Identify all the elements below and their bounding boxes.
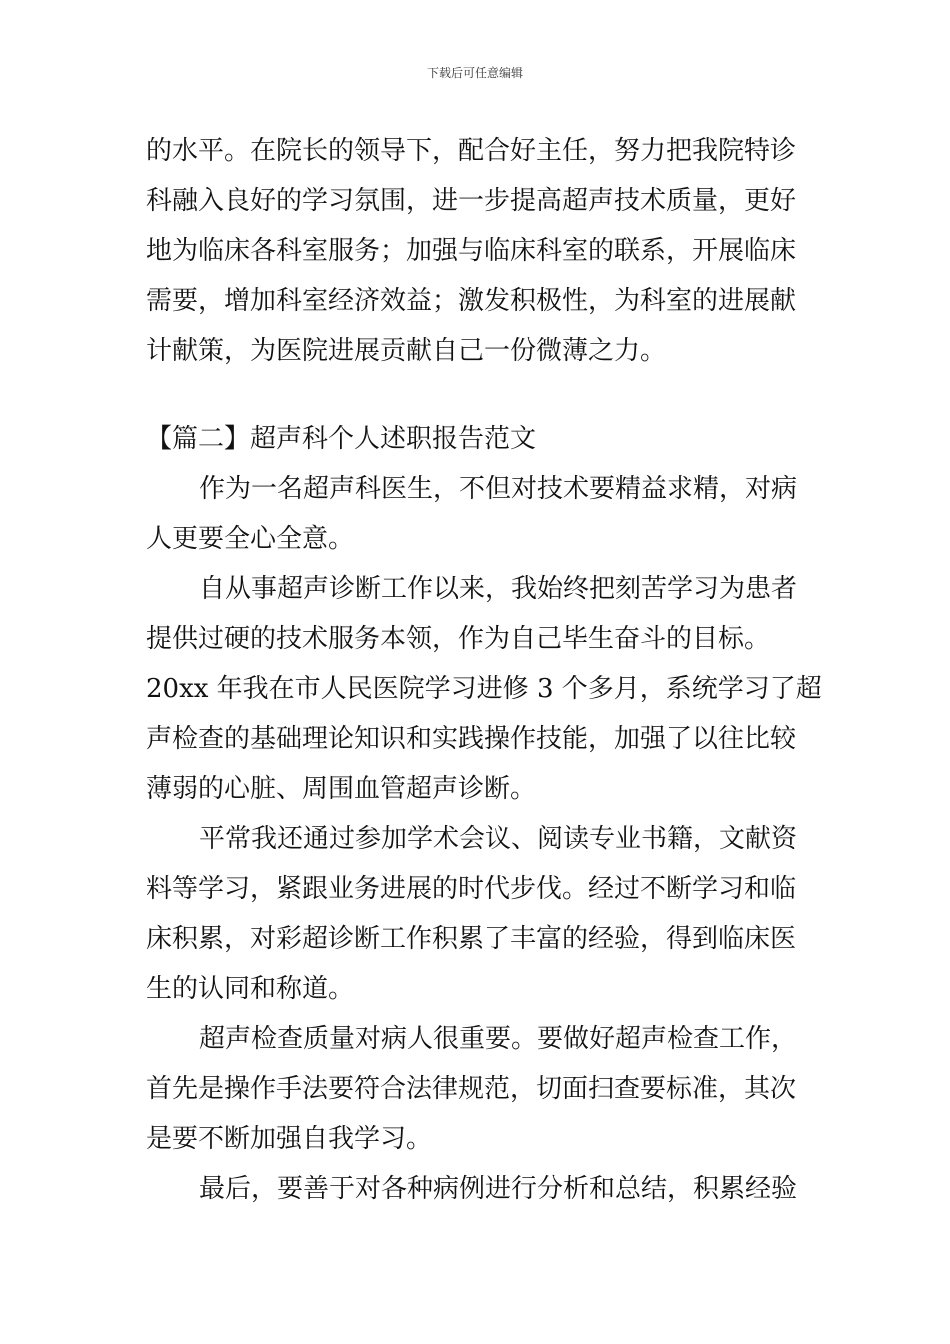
text-line: 生的认同和称道。 (146, 974, 355, 1004)
text-line: 作为一名超声科医生，不但对技术要精益求精，对病 (199, 474, 798, 504)
text-line: 需要，增加科室经济效益；激发积极性，为科室的进展献 (146, 286, 797, 316)
paragraph-intro (146, 126, 808, 376)
text-line: 薄弱的心脏、周围血管超声诊断。 (146, 774, 537, 804)
paragraph-4 (146, 1014, 808, 1164)
text-line: 20xx 年我在市人民医院学习进修 3 个多月，系统学习了超 (146, 674, 822, 704)
text-line: 提供过硬的技术服务本领，作为自己毕生奋斗的目标。 (146, 624, 771, 654)
text-line: 是要不断加强自我学习。 (146, 1124, 433, 1154)
text-line: 人更要全心全意。 (146, 524, 355, 554)
text-line: 料等学习，紧跟业务进展的时代步伐。经过不断学习和临 (146, 874, 797, 904)
text-line: 的水平。在院长的领导下，配合好主任，努力把我院特诊 (146, 136, 797, 166)
text-line: 平常我还通过参加学术会议、阅读专业书籍，文献资 (199, 824, 798, 854)
section-title: 【篇二】超声科个人述职报告范文 (146, 424, 537, 454)
text-line: 科融入良好的学习氛围，进一步提高超声技术质量，更好 (146, 186, 797, 216)
text-line: 首先是操作手法要符合法律规范，切面扫查要标准，其次 (146, 1074, 797, 1104)
paragraph-2 (146, 564, 822, 814)
paragraph-1 (146, 464, 808, 564)
text-line: 床积累，对彩超诊断工作积累了丰富的经验，得到临床医 (146, 924, 797, 954)
paragraph-5 (146, 1164, 808, 1214)
text-line: 声检查的基础理论知识和实践操作技能，加强了以往比较 (146, 724, 797, 754)
page-header-note: 下载后可任意编辑 (426, 66, 523, 80)
text-line: 地为临床各科室服务；加强与临床科室的联系，开展临床 (146, 236, 797, 266)
text-line: 超声检查质量对病人很重要。要做好超声检查工作， (199, 1024, 798, 1054)
document-body (146, 126, 822, 1214)
text-line: 自从事超声诊断工作以来，我始终把刻苦学习为患者 (199, 574, 798, 604)
text-line: 最后，要善于对各种病例进行分析和总结，积累经验 (199, 1174, 798, 1204)
text-line: 计献策，为医院进展贡献自己一份微薄之力。 (146, 336, 667, 366)
paragraph-3 (146, 814, 808, 1014)
